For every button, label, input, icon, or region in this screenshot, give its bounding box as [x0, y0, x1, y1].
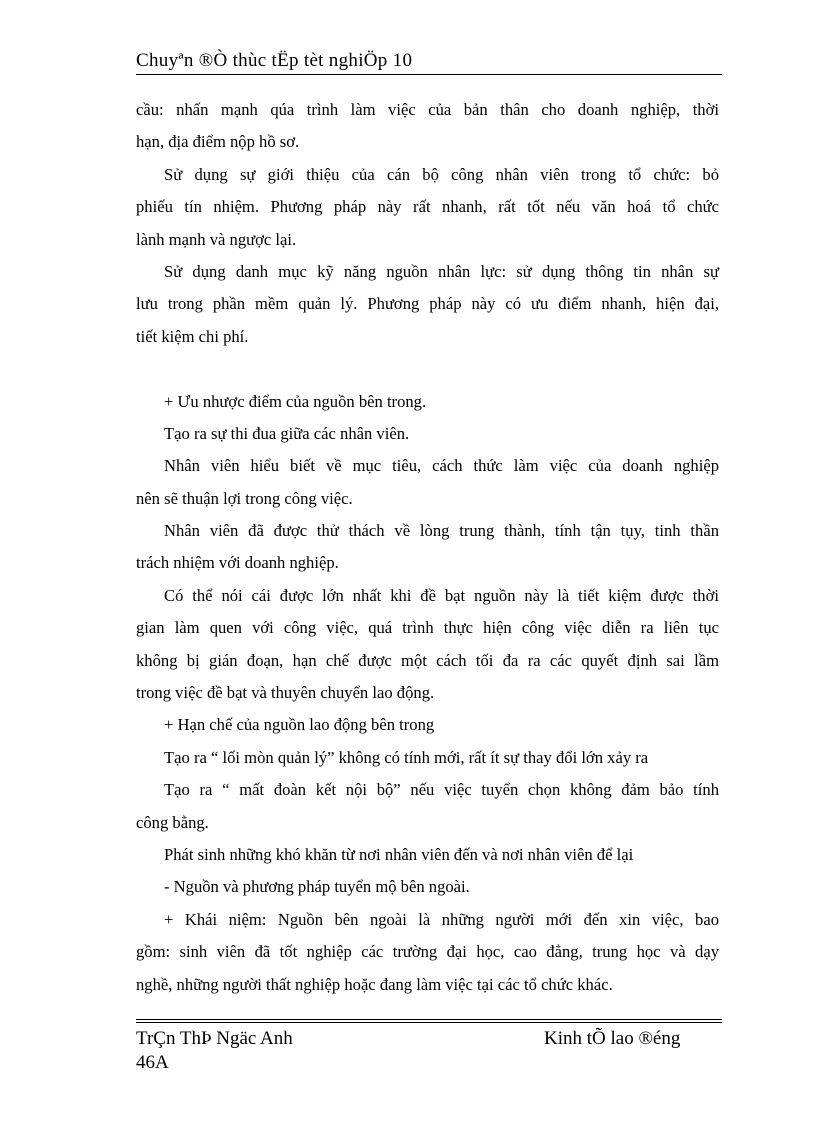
text-line: + Hạn chế của nguồn lao động bên trong — [164, 715, 435, 735]
footer-author: TrÇn ThÞ Ngäc Anh — [136, 1028, 293, 1049]
document-body — [136, 94, 719, 1001]
text-line: - Nguồn và phương pháp tuyển mộ bên ngoài. — [164, 877, 470, 897]
text-line: trách nhiệm với doanh nghiệp. — [136, 553, 339, 573]
text-line: Tạo ra “ lối mòn quản lý” không có tính mới, rất ít sự thay đổi lớn xảy ra — [164, 747, 649, 767]
text-line: Nhân viên đã được thử thách về lòng trung thành, tính tận tụy, tinh thần — [164, 521, 719, 541]
text-line: Tạo ra “ mất đoàn kết nội bộ” nếu việc tuyển chọn không đảm bảo tính — [164, 780, 719, 800]
footer-author-block — [136, 1027, 293, 1075]
text-line: không bị gián đoạn, hạn chế được một cách tối đa ra các quyết định sai lầm — [136, 650, 719, 670]
text-line: Sử dụng sự giới thiệu của cán bộ công nhân viên trong tổ chức: bỏ — [164, 164, 719, 184]
text-line: + Khái niệm: Nguồn bên ngoài là những người mới đến xin việc, bao — [164, 909, 719, 929]
text-line: trong việc đề bạt và thuyên chuyển lao động. — [136, 683, 435, 703]
text-line: Tạo ra sự thi đua giữa các nhân viên. — [164, 423, 410, 443]
text-line: phiếu tín nhiệm. Phương pháp này rất nhanh, rất tốt nếu văn hoá tổ chức — [136, 197, 719, 217]
text-line: Sử dụng danh mục kỹ năng nguồn nhân lực: sử dụng thông tin nhân sự — [164, 261, 719, 281]
text-line: lưu trong phần mềm quản lý. Phương pháp này có ưu điểm nhanh, hiện đại, — [136, 294, 719, 314]
footer-class: 46A — [136, 1052, 169, 1073]
text-line: lành mạnh và ngược lại. — [136, 229, 297, 249]
footer-divider — [136, 1019, 722, 1023]
text-line: tiết kiệm chi phí. — [136, 326, 249, 346]
header-title: Chuyªn ®Ò thùc tËp tèt nghiÖp 10 — [136, 50, 413, 71]
blank-line — [136, 353, 719, 385]
text-line: Phát sinh những khó khăn từ nơi nhân viên đến và nơi nhân viên để lại — [164, 844, 634, 864]
text-line: gồm: sinh viên đã tốt nghiệp các trường đại học, cao đẳng, trung học và dạy — [136, 942, 719, 962]
header-divider — [136, 74, 722, 75]
text-line: nên sẽ thuận lợi trong công việc. — [136, 488, 353, 508]
text-line: Nhân viên hiểu biết về mục tiêu, cách thức làm việc của doanh nghiệp — [164, 456, 719, 476]
footer-department: Kinh tÕ lao ®éng — [544, 1028, 681, 1049]
text-line: gian làm quen với công việc, quá trình thực hiện công việc diễn ra liên tục — [136, 618, 719, 638]
text-line: cầu: nhấn mạnh qúa trình làm việc của bản thân cho doanh nghiệp, thời — [136, 100, 719, 119]
text-line: hạn, địa điểm nộp hồ sơ. — [136, 132, 300, 152]
page-header — [136, 50, 722, 72]
text-line: + Ưu nhược điểm của nguồn bên trong. — [164, 391, 427, 411]
text-line: công bằng. — [136, 812, 209, 832]
text-line: Có thể nói cái được lớn nhất khi đề bạt nguồn này là tiết kiệm được thời — [164, 585, 719, 605]
text-line: nghề, những người thất nghiệp hoặc đang làm việc tại các tổ chức khác. — [136, 974, 613, 994]
